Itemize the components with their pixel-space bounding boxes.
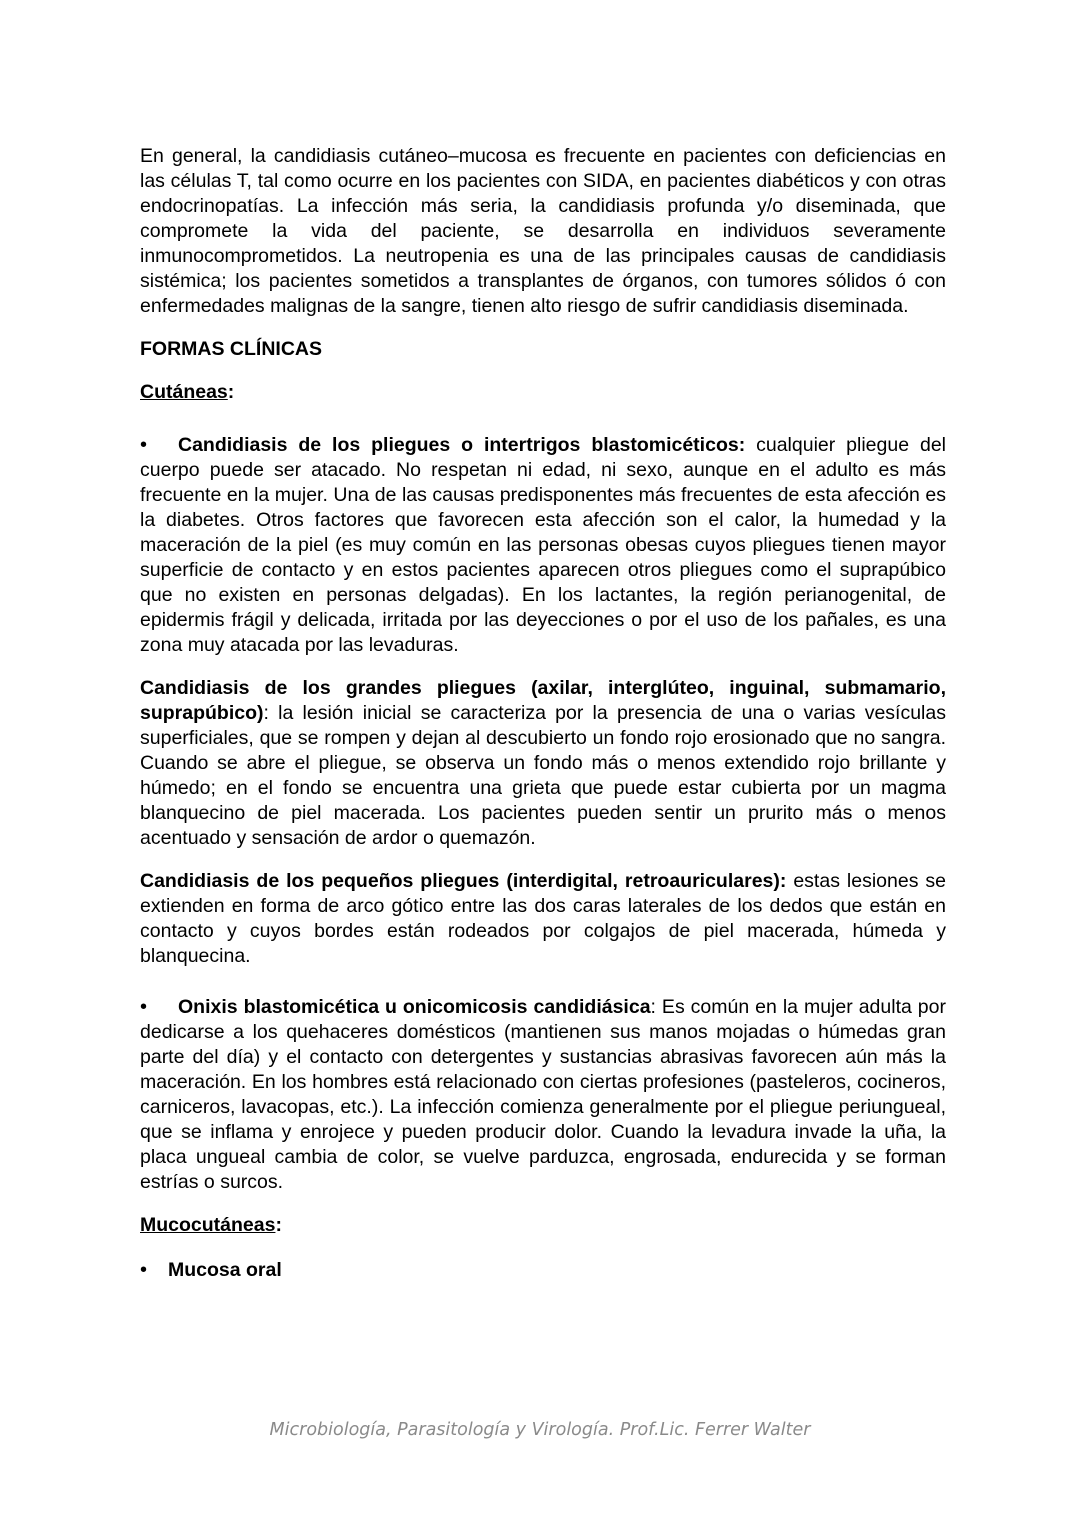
- subheading-mucocutaneas-text: Mucocutáneas: [140, 1214, 276, 1236]
- item-text: : Es común en la mujer adulta por dedicarse a los quehaceres domésticos (mantienen sus manos mojadas o húmedas gran parte del día) y el contacto con detergentes y sustancias abrasivas favorecen aún más la maceración. En los hombres está relacionado con ciertas profesiones (pasteleros, cocineros, carniceros, lavacopas, etc.). La infección comienza generalmente por el pliegue periungueal, que se inflama y enrojece y pueden producir dolor. Cuando la levadura invade la uña, la placa ungueal cambia de color, se vuelve parduzca, engrosada, endurecida y se forman estrías o surcos.: [140, 996, 946, 1193]
- bullet-icon: •: [140, 996, 148, 1018]
- paragraph-title: Candidiasis de los grandes pliegues (axilar, interglúteo, inguinal, submamario, suprapúbico): [140, 677, 946, 724]
- subheading-cutaneas: [140, 380, 946, 405]
- item-title: Mucosa oral: [168, 1259, 282, 1281]
- bullet-icon: •: [140, 434, 148, 456]
- bullet-item-mucosa-oral: [140, 1258, 946, 1283]
- paragraph-text: : la lesión inicial se caracteriza por la presencia de una o varias vesículas superficiales, que se rompen y dejan al descubierto un fondo rojo erosionado que no sangra. Cuando se abre el pliegue, se observa un fondo más o menos extendido rojo brillante y húmedo; en el fondo se encuentra una grieta que puede estar cubierta por un magma blanquecino de piel macerada. Los pacientes pueden sentir un prurito más o menos acentuado y sensación de ardor o quemazón.: [140, 702, 946, 849]
- item-title: Onixis blastomicética u onicomicosis candidiásica: [178, 996, 651, 1018]
- paragraph-pequenos-pliegues: [140, 869, 946, 969]
- subheading-colon: :: [275, 1214, 282, 1236]
- subheading-mucocutaneas: [140, 1213, 946, 1238]
- bullet-item-onixis: [140, 995, 946, 1195]
- paragraph-text: estas lesiones se extienden en forma de arco gótico entre las dos caras laterales de los dedos que están en contacto y cuyos bordes están rodeados por colgajos de piel macerada, húmeda y blanquecina.: [140, 870, 946, 967]
- item-text: cualquier pliegue del cuerpo puede ser atacado. No respetan ni edad, ni sexo, aunque en el adulto es más frecuente en la mujer. Una de las causas predisponentes más frecuentes de esta afección es la diabetes. Otros factores que favorecen esta afección son el calor, la humedad y la maceración de la piel (es muy común en las personas obesas cuyos pliegues tienen mayor superficie de contacto y en estos pacientes aparecen otros pliegues como el suprapúbico que no existen en personas delgadas). En los lactantes, la región perianogenital, de epidermis frágil y delicada, irritada por las deyecciones o por el uso de los pañales, es una zona muy atacada por las levaduras.: [140, 434, 946, 656]
- subheading-colon: :: [227, 381, 235, 403]
- bullet-item-intertrigos: [140, 433, 946, 658]
- paragraph-grandes-pliegues: [140, 676, 946, 851]
- document-body: [140, 144, 946, 1283]
- page-footer: Microbiología, Parasitología y Virología. Prof.Lic. Ferrer Walter: [269, 1420, 811, 1440]
- subheading-cutaneas-text: Cutáneas: [140, 381, 228, 403]
- intro-paragraph: En general, la candidiasis cutáneo–mucosa es frecuente en pacientes con deficiencias en las células T, tal como ocurre en los pacientes con SIDA, en pacientes diabéticos y con otras endocrinopatías. La infección más seria, la candidiasis profunda y/o diseminada, que compromete la vida del paciente, se desarrolla en individuos severamente inmunocomprometidos. La neutropenia es una de las principales causas de candidiasis sistémica; los pacientes sometidos a transplantes de órganos, con tumores sólidos ó con enfermedades malignas de la sangre, tienen alto riesgo de sufrir candidiasis diseminada.: [140, 145, 946, 317]
- bullet-icon: •: [140, 1259, 148, 1281]
- paragraph-title: Candidiasis de los pequeños pliegues (interdigital, retroauriculares):: [140, 870, 787, 892]
- item-title: Candidiasis de los pliegues o intertrigos blastomicéticos:: [178, 434, 746, 456]
- section-heading: FORMAS CLÍNICAS: [140, 338, 322, 360]
